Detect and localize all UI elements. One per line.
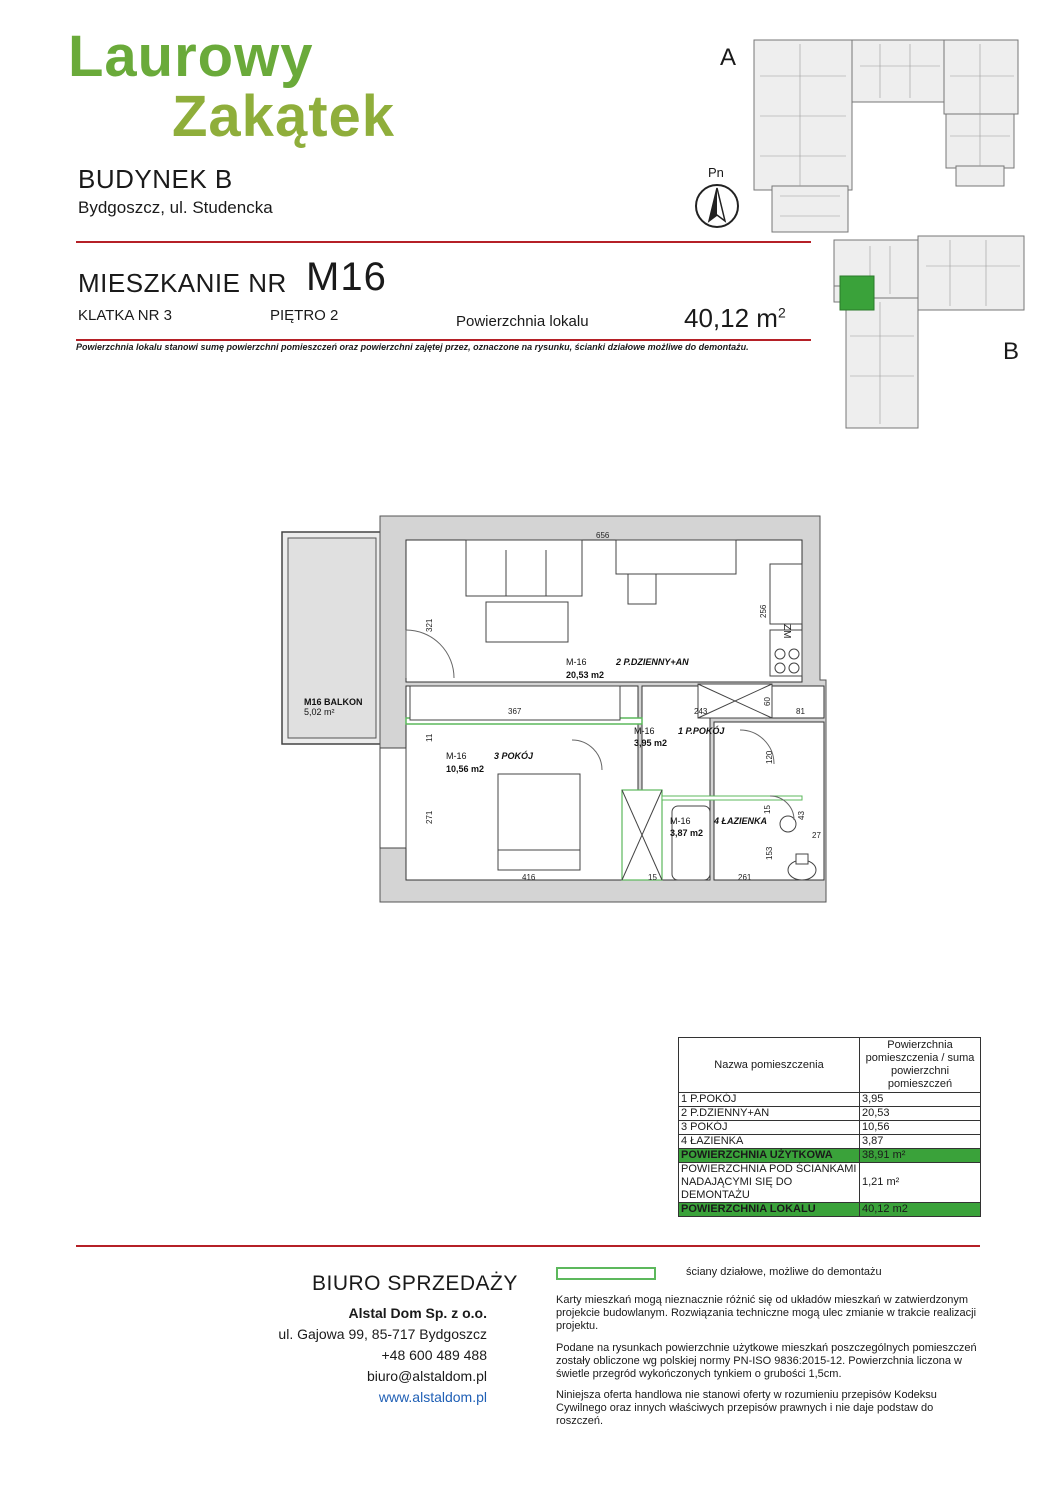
site-plan <box>750 36 1025 436</box>
sales-company: Alstal Dom Sp. z o.o. <box>348 1305 487 1321</box>
table-row-partition: POWIERZCHNIA POD ŚCIANKAMI NADAJĄCYMI SIĘ DO DEMONTAŻU 1,21 m² <box>679 1163 981 1203</box>
sales-phone[interactable]: +48 600 489 488 <box>381 1347 487 1363</box>
dim-27: 27 <box>812 831 821 840</box>
floor-label: PIĘTRO 2 <box>270 307 339 324</box>
stairwell-label: KLATKA NR 3 <box>78 307 172 324</box>
apartment-label: MIESZKANIE NR <box>78 268 287 298</box>
building-b-label: B <box>1003 338 1020 365</box>
zm-label: ZM <box>781 624 792 639</box>
divider <box>76 339 811 341</box>
room-2-area: 20,53 m2 <box>566 670 605 680</box>
building-a-label: A <box>720 44 737 71</box>
table-row: 4 ŁAZIENKA 3,87 <box>679 1135 981 1149</box>
dim-656: 656 <box>596 531 610 540</box>
dim-15b: 15 <box>648 873 657 882</box>
room-4-name: 4 ŁAZIENKA <box>714 816 768 826</box>
dim-15a: 15 <box>763 805 772 814</box>
room-2-name: 2 P.DZIENNY+AN <box>616 657 689 667</box>
room-4-area: 3,87 m2 <box>670 828 704 838</box>
disclaimer-3: Niniejsza oferta handlowa nie stanowi oferty w rozumieniu przepisów Kodeksu Cywilnego oraz innych właściwych przepisów prawnych i nie daje podstaw do roszczeń. <box>556 1389 937 1427</box>
room-4-code: M-16 <box>670 816 691 826</box>
dim-81: 81 <box>796 707 805 716</box>
north-label: Pn <box>708 165 724 180</box>
dim-261: 261 <box>738 873 752 882</box>
sales-title: BIURO SPRZEDAŻY <box>312 1272 518 1295</box>
apartment-number: M16 <box>306 255 387 299</box>
sales-email[interactable]: biuro@alstaldom.pl <box>366 1368 487 1384</box>
table-header-area: Powierzchnia pomieszczenia / suma powierzchni pomieszczeń <box>860 1038 981 1093</box>
building-address: Bydgoszcz, ul. Studencka <box>78 198 273 217</box>
area-note: Powierzchnia lokalu stanowi sumę powierzchni pomieszczeń oraz powierzchni zajętej przez, oznaczone na rysunku, ścianki działowe możliwe do demontażu. <box>76 342 749 352</box>
legend-text: ściany działowe, możliwe do demontażu <box>686 1266 882 1278</box>
room-1-area: 3,95 m2 <box>634 738 668 748</box>
dim-256: 256 <box>759 604 768 618</box>
dim-243: 243 <box>694 707 708 716</box>
balcony-code: M16 BALKON <box>304 697 363 707</box>
room-3-code: M-16 <box>446 751 467 761</box>
table-header-name: Nazwa pomieszczenia <box>679 1038 860 1093</box>
room-1-code: M-16 <box>634 726 655 736</box>
dim-120: 120 <box>765 750 774 764</box>
floor-plan <box>270 510 840 910</box>
logo-zakatek: Zakątek <box>172 84 396 149</box>
dim-367: 367 <box>508 707 522 716</box>
logo-laurowy: Laurowy <box>68 24 314 89</box>
room-3-area: 10,56 m2 <box>446 764 485 774</box>
dim-60: 60 <box>763 697 772 706</box>
divider <box>76 1245 980 1247</box>
compass-icon <box>694 183 740 229</box>
table-row-usable: POWIERZCHNIA UŻYTKOWA 38,91 m² <box>679 1149 981 1163</box>
room-1-name: 1 P.POKÓJ <box>678 726 725 736</box>
table-row: 2 P.DZIENNY+AN 20,53 <box>679 1107 981 1121</box>
disclaimer-2: Podane na rysunkach powierzchnie użytkowe mieszkań poszczególnych pomieszczeń zostały obliczone wg polskiej normy PN-ISO 9836:2015-12. Powierzchnia liczona w świetle przegród wykończonych tynkiem o grubości 1,5cm. <box>556 1342 977 1380</box>
divider <box>76 241 811 243</box>
table-row: 1 P.POKÓJ 3,95 <box>679 1093 981 1107</box>
dim-321: 321 <box>425 618 434 632</box>
disclaimer-1: Karty mieszkań mogą nieznacznie różnić się od układów mieszkań w zatwierdzonym projekcie budowlanym. Rozwiązania techniczne mogą ulec zmianie w trakcie realizacji projektu. <box>556 1294 977 1332</box>
dim-153: 153 <box>765 846 774 860</box>
area-label: Powierzchnia lokalu <box>456 313 589 330</box>
table-row-total: POWIERZCHNIA LOKALU 40,12 m2 <box>679 1203 981 1217</box>
dim-43: 43 <box>797 811 806 820</box>
room-2-code: M-16 <box>566 657 587 667</box>
dim-271: 271 <box>425 810 434 824</box>
area-value: 40,12 $m^2$ <box>684 303 786 333</box>
building-title: BUDYNEK B <box>78 164 233 194</box>
dim-11: 11 <box>425 733 434 742</box>
sales-address: ul. Gajowa 99, 85-717 Bydgoszcz <box>278 1326 487 1342</box>
apartment-highlight <box>840 276 874 310</box>
legend-swatch <box>556 1267 656 1280</box>
dim-416: 416 <box>522 873 536 882</box>
room-table <box>678 1037 981 1217</box>
table-row: 3 POKÓJ 10,56 <box>679 1121 981 1135</box>
room-3-name: 3 POKÓJ <box>494 751 534 761</box>
balcony-area: 5,02 m² <box>304 707 335 717</box>
sales-website-link[interactable]: www.alstaldom.pl <box>378 1389 487 1405</box>
